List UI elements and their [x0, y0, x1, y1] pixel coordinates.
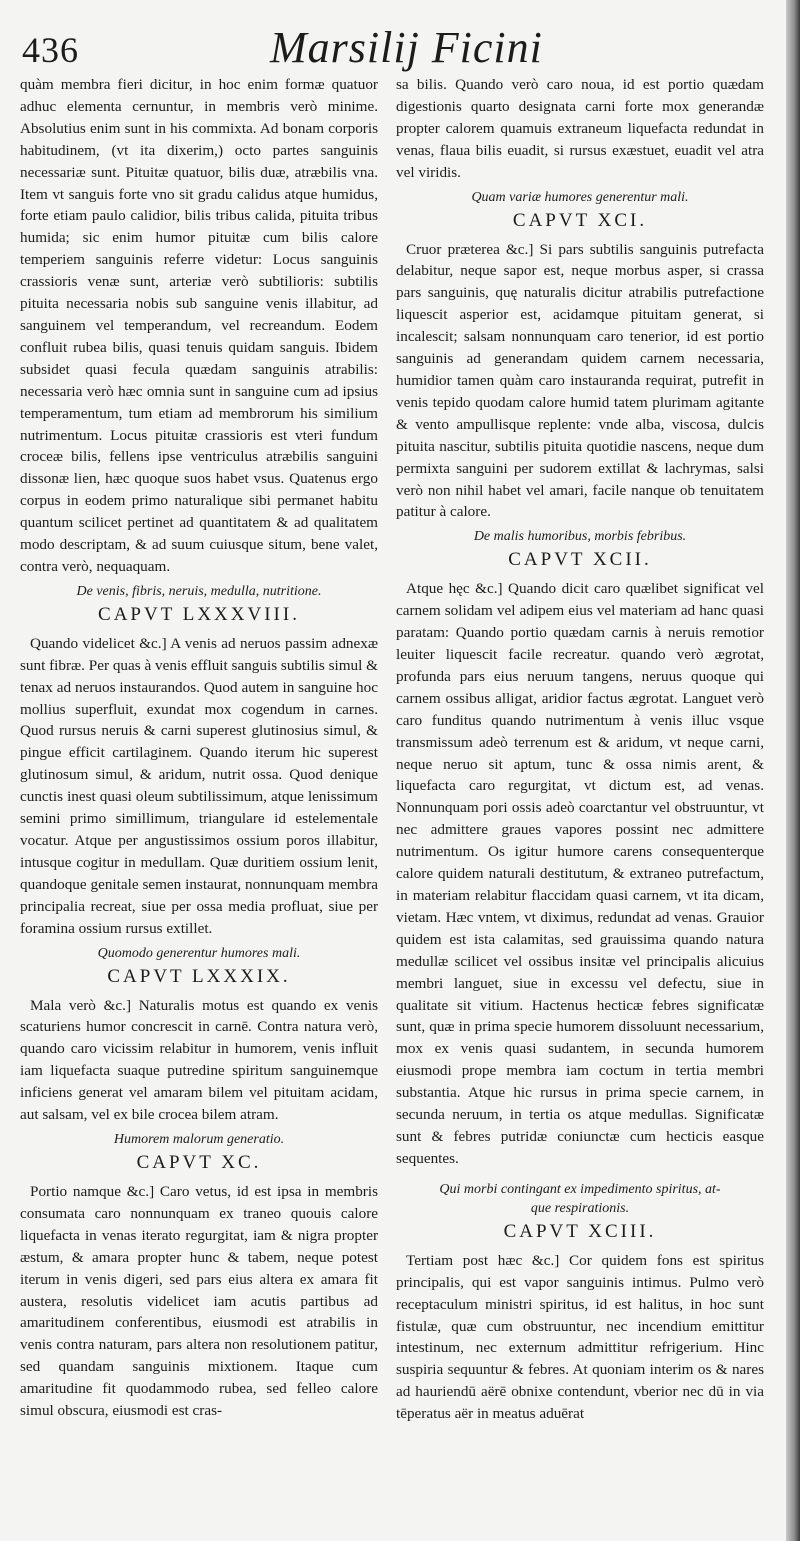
- rubric-chapter-91: Quam variæ humores generentur mali.: [471, 189, 689, 205]
- page-header: [0, 18, 786, 74]
- chapter-heading-89: CAPVT LXXXIX.: [107, 965, 291, 987]
- rubric-chapter-90: Humorem malorum generatio.: [113, 1131, 285, 1147]
- chapter-heading-93: CAPVT XCIII.: [503, 1220, 657, 1242]
- left-column: [20, 74, 378, 1422]
- paragraph-continuation-right: sa bilis. Quando verò caro noua, id est portio quædam digestionis quarto designata carni forte mox generandæ propter calorem quamuis extraneum liquefacta redundat in venas, flaua bilis euadit, si rursus exæstuet, euadit vel atra vel viridis.: [396, 76, 764, 181]
- page-edge-shadow: [786, 0, 800, 1541]
- rubric-chapter-93-line-1: Qui morbi contingant ex impedimento spiritus, at-: [439, 1181, 721, 1197]
- paragraph-chapter-93: Tertiam post hæc &c.] Cor quidem fons est spiritus principalis, qui est vapor sanguinis intimus. Pulmo verò receptaculum ministri spiritus, id est halitus, in hoc sunt fistulæ, quæ cum obstruuntur, nec incendium emittitur intestinum, nec externum admittitur refrigerium. Hinc suspiria sequuntur & febres. At quoniam interim os & nares ad hauriendū aërē obnixe contendunt, vberior nec dū in via tēperatus aër in meatus aduērat: [396, 1251, 764, 1423]
- chapter-heading-92: CAPVT XCII.: [508, 549, 652, 571]
- rubric-chapter-92: De malis humoribus, morbis febribus.: [473, 529, 687, 545]
- paragraph-chapter-88: Quando videlicet &c.] A venis ad neruos passim adnexæ sunt fibræ. Per quas à venis effluit sanguis subtilis simul & tenax ad neruos instaurandos. Quod autem in sanguine hoc mollius superfluit, exundat mox cogendum in carnes. Quod rursus neruis & carni superest glutinosius simul, & pingue efficit cartilaginem. Quando iterum hic superest glutinosum simul, & aridum, nutrit ossa. Quod denique cunctis inest quasi oleum subtilissimum, atque lenissimum semini primo simillimum, triangulare id estelementale vocatur. Atque per angustissimos ossium poros illabitur, intusque cogitur in medullam. Quæ duritiem ossium lenit, quandoque genitale semen instaurat, nonnunquam membra principalia recreat, siue per ossa media profluat, siue per foramina ossium rursus extillet.: [20, 634, 378, 937]
- chapter-heading-90: CAPVT XC.: [136, 1151, 262, 1173]
- chapter-heading-88: CAPVT LXXXVIII.: [98, 603, 300, 625]
- rubric-chapter-93: [396, 1180, 764, 1218]
- paragraph-chapter-89: Mala verò &c.] Naturalis motus est quando ex venis scaturiens humor concrescit in carnē. Contra natura verò, quando caro vicissim relabitur in humorem, venis influit iam liquefacta suaque putredine spiritum sanguinemque inficiens generat vel amaram bilem vel pituitam acidam, aut salsam, vel ex bile crocea bilem atram.: [20, 996, 378, 1124]
- running-title: Marsilij Ficini: [270, 23, 543, 72]
- right-column: [396, 74, 764, 1425]
- rubric-chapter-89: Quomodo generentur humores mali.: [97, 945, 301, 961]
- paragraph-chapter-92: Atque hęc &c.] Quando dicit caro quælibet significat vel carnem solidam vel adipem eius vel materiam ad hanc quasi paratam: Quando portio quædam carnis à neruis remotior leuiter liquescit facile recreatur. quando verò ægrotat, profunda pars eius neruum tangens, neruus quoque qui carnem ossibus alligat, aridior factus ægrotat. Languet verò caro funditus quando nutrimentum à venis illuc vsque transmissum adeò terrenum est & aridum, vt neque carni, neque neruo sit aptum, tunc & ossa nimis arent, & liquefacta caro regurgitat, vt dictum est, ad venas. Nonnunquam pori ossis adeò coarctantur vel obstruuntur, vt nec admittere graues vapores possint nec admittere nutrimentum. Os igitur humore carens consequenterque calore quidem naturali destitutum, & extraneo putrefactum, in materiam relabitur flaccidam quasi carnem, vt ita dicam, vietam. Hæc vntem, vt diximus, redundat ad venas. Grauior quidem est ista calamitas, sed grauissima quando natura medullæ scilicet vel ossibus insitæ vel principalis alicuius membri languet, siue in excessu vel defectu, siue in qualitate sit vitium. Hactenus hecticæ febres significatæ sunt, quæ in prima specie humorem dissoluunt necessarium, mox ex venis quasi sudantem, in secunda humorem eiusmodi prope membra iam coctum in tertia membri substantia. Atque hic rursus in prima specie carnem, in secunda neruum, in tertia os atque medullas. Significatæ sunt & febres putridæ coniunctæ cum hecticis easque sequentes.: [396, 580, 764, 1167]
- rubric-chapter-93-line-2: que respirationis.: [530, 1200, 630, 1216]
- chapter-heading-91: CAPVT XCI.: [512, 209, 648, 231]
- paragraph-chapter-91: Cruor præterea &c.] Si pars subtilis sanguinis putrefacta delabitur, neque sapor est, neque morbus asper, si crassa pars sanguinis, quę naturalis dicitur atrabilis putrefactione liquescit asperior est, acidamque pituitam generat, si incalescit; salsam nonnunquam caro tenerior, id est portio sanguinis ad generandam quidem carnem necessaria, humidior tamen quàm caro instauranda requirat, putrefit in venis tepido quodam calore humid tatem plurimam agitante & vento ampullisque replente: vnde alba, viscosa, dulcis pituita nascitur, subtilis pituita quotidie nascens, neque dum permixta sanguini per sudorem extillat & lachrymas, salsi verò non nihil habet vel amari, facile nanque ob tenuitatem patitur à calore.: [396, 240, 764, 521]
- page-number: 436: [22, 30, 79, 70]
- paragraph-chapter-90: Portio namque &c.] Caro vetus, id est ipsa in membris consumata caro nonnunquam ex traneo quouis calore liquefacta in venas iterato regurgitat, iam & nigra propter æstum, & amara propter hunc & tabem, neque potest iterum in venis digeri, sed pars eius altera ex amara fit austera, resolutis videlicet iam acutis partibus ad amaritudinem conferentibus, eiusmodi est atrabilis in venis contra naturam, pars altera non resolutionem patitur, sed quandam sanguinis mixtionem. Itaque cum amaritudine fit quodammodo rubea, sed felleo calore simul obscura, eiusmodi est cras-: [20, 1182, 378, 1420]
- paragraph-continuation: quàm membra fieri dicitur, in hoc enim formæ quatuor adhuc elementa cernuntur, in membris verò minime. Absolutius enim sunt in his commixta. Ad bonam corporis habitudinem, (vt ita dixerim,) octo partes sanguinis necessariæ sunt. Pituitæ quatuor, bilis duæ, atræbilis vna. Item vt sanguis forte vno sit gradu calidus atque humidus, forte etiam paulo calidior, bilis tribus calida, pituita tribus humida; sic enim humor pituitæ cum bilis calore temperiem sanguinis referre videtur: Locus sanguinis crassioris venæ sunt, arteriæ verò subtilioris: subtilis pituita necessaria nobis sub sanguine venis illabitur, ad sanguinem vel temperandum, vel recreandum. Eodem confluit rubea bilis, quasi tenuis quidam sanguis. Ibidem subsidet quasi fecula quædam sanguinis atrabilis: necessaria verò hæc omnia sunt in sanguine cum ad ipsius temperamentum, tum etiam ad membrorum his similium nutrimentum. Locus pituitæ crassioris est vteri fundum croceæ bilis, fellens ipse ventriculus atræbilis sanguini dissonæ lien, hæc quoque suos habet vsus. Quatenus ergo corpus in eodem primo naturalique sibi permanet habitu quantum scilicet pertinet ad quantitatem & ad qualitatem modo descriptam, & ad suum cuiusque situm, bene valet, contra verò, nequaquam.: [20, 76, 378, 575]
- rubric-chapter-88: De venis, fibris, neruis, medulla, nutritione.: [76, 583, 322, 599]
